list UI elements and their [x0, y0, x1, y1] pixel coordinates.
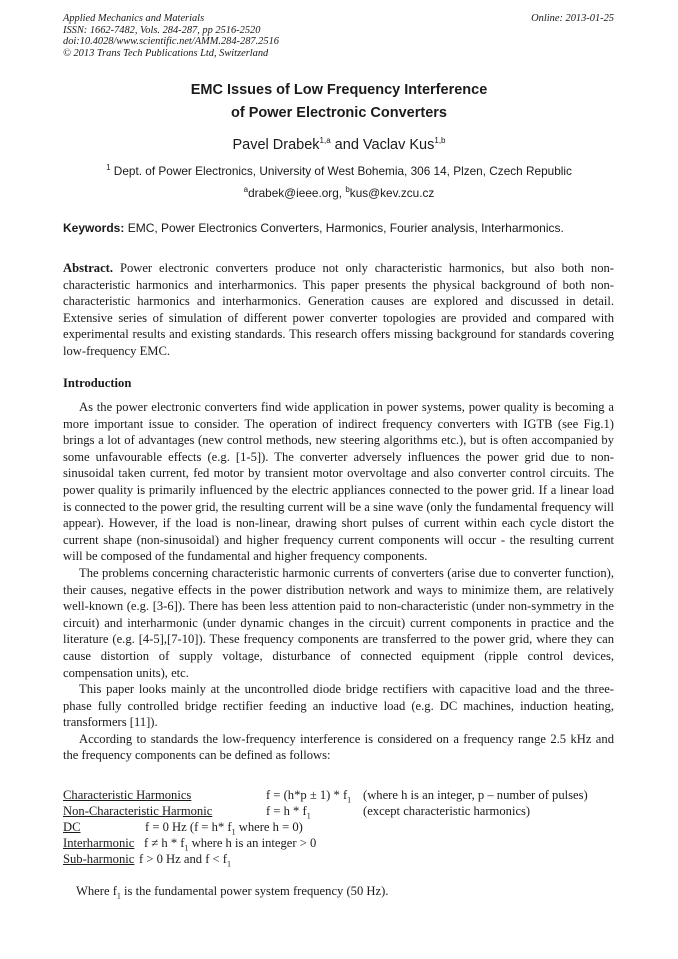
- abstract-label: Abstract.: [63, 261, 114, 275]
- journal-copyright: © 2013 Trans Tech Publications Ltd, Switzerland: [63, 47, 269, 59]
- email-a-marker: a: [243, 185, 249, 195]
- author-separator: and: [330, 137, 363, 153]
- definition-formula: [139, 851, 231, 867]
- journal-issn: ISSN: 1662-7482, Vols. 284-287, pp 2516-2520: [63, 24, 261, 36]
- definition-formula: [144, 835, 316, 851]
- definition-term: Characteristic Harmonics: [63, 788, 192, 802]
- definition-formula: [266, 803, 311, 819]
- intro-paragraph-2: The problems concerning characteristic harmonic currents of converters (arise due to converter function), their causes, negative effects in the power distribution network and ways to minimize them, are relatively well-known (e.g. [3-6]). There has been less attention paid to non-characteristic (under non-symmetry in the circuit) and interharmonic (under dynamic changes in the circuit) current components in practice and the literature (e.g. [4-5],[7-10]). These frequency components are transferred to the power grid, where they can cause distortion of supply voltage, disturbance of connected equipment (ripple control devices, compensation units), etc.: [63, 565, 614, 680]
- author-1-affil: 1,a: [319, 136, 331, 146]
- formula-subscript: 1: [231, 827, 236, 837]
- email-a: drabek@ieee.org,: [248, 186, 346, 200]
- intro-paragraph-4: According to standards the low-frequency interference is considered on a frequency range 2.5 kHz and the frequency components can be defined as follows:: [63, 731, 614, 763]
- introduction-body: [63, 399, 614, 764]
- keywords: [63, 220, 623, 236]
- formula-subscript: 1: [306, 811, 311, 821]
- paper-title-line-2: of Power Electronic Converters: [231, 105, 447, 121]
- formula-subscript: 1: [347, 795, 352, 805]
- author-2-affil: 1,b: [434, 136, 446, 146]
- author-1: Pavel Drabek: [232, 137, 320, 153]
- abstract: [63, 260, 614, 360]
- formula-text: where h = 0): [235, 820, 303, 834]
- note-subscript: 1: [116, 891, 121, 901]
- email-b-marker: b: [345, 185, 350, 195]
- formula-text: f = 0 Hz (f = h* f: [145, 820, 232, 834]
- definition-row: [63, 835, 643, 851]
- affiliation-marker: 1: [106, 163, 111, 173]
- author-2: Vaclav Kus: [362, 137, 435, 153]
- definition-row: [63, 803, 643, 819]
- definition-term: DC: [63, 820, 81, 834]
- intro-paragraph-1: As the power electronic converters find wide application in power systems, power quality is becoming a more important issue to consider. The operation of indirect frequency converters with IGTB (see Fig.1) brings a lot of advantages (new control methods, new steering algorithms etc.), but is often accompanied by some unfavourable effects (e.g. [1-5]). The converter adversely influences the power grid due to non-sinusoidal taken current, fed motor by transient motor overvoltage and also converter control circuits. The power quality is primarily influenced by the electric appliances connected to the power grid. If a linear load is connected to the power grid, the resulting current will be a sine wave (only the fundamental frequency will appear). However, if the load is non-linear, drawing short pulses of current within each cycle distort the current shape (non-sinusoidal) and higher frequency current components will occur - the resulting current will be composed of the fundamental and higher frequency components.: [63, 400, 614, 564]
- definition-term: Interharmonic: [63, 836, 135, 850]
- keywords-label: Keywords:: [63, 221, 125, 235]
- definition-row: [63, 851, 643, 867]
- formula-text: where h is an integer > 0: [188, 836, 317, 850]
- frequency-definitions: [63, 787, 643, 867]
- definition-term: Non-Characteristic Harmonic: [63, 804, 213, 818]
- keywords-text: EMC, Power Electronics Converters, Harmonics, Fourier analysis, Interharmonics.: [124, 221, 564, 235]
- definition-row: [63, 787, 643, 803]
- author-emails: [0, 186, 678, 200]
- email-b: kus@kev.zcu.cz: [349, 186, 435, 200]
- formula-text: f ≠ h * f: [144, 836, 185, 850]
- affiliation: [0, 164, 678, 178]
- formula-text: f > 0 Hz and f < f: [139, 852, 227, 866]
- affiliation-text: Dept. of Power Electronics, University of West Bohemia, 306 14, Plzen, Czech Republic: [110, 164, 572, 178]
- section-heading-introduction: Introduction: [63, 376, 132, 390]
- definition-formula: [266, 787, 351, 803]
- note-text: Where f: [76, 884, 117, 898]
- definition-row: [63, 819, 643, 835]
- definition-term: Sub-harmonic: [63, 852, 135, 866]
- fundamental-frequency-note: [76, 884, 388, 899]
- formula-subscript: 1: [184, 843, 189, 853]
- abstract-text: Power electronic converters produce not only characteristic harmonics, but also both non-characteristic harmonics and interharmonics. This paper presents the physical background of both non-characteristic harmonics and interharmonics. Generation causes are explored and discussed in detail. Extensive series of simulation of different power converter topologies are provided and compared with experimental results and existing standards. This research offers missing background for standards covering low-frequency EMC.: [63, 261, 614, 358]
- paper-title-line-1: EMC Issues of Low Frequency Interference: [190, 82, 488, 98]
- journal-header: [63, 13, 279, 59]
- paper-authors: [0, 137, 678, 153]
- definition-note: (except characteristic harmonics): [363, 804, 531, 818]
- formula-text: f = h * f: [266, 804, 307, 818]
- online-date: Online: 2013-01-25: [531, 13, 614, 24]
- note-text: is the fundamental power system frequency (50 Hz).: [120, 884, 389, 898]
- journal-doi: doi:10.4028/www.scientific.net/AMM.284-287.2516: [63, 36, 279, 48]
- formula-text: f = (h*p ± 1) * f: [266, 788, 348, 802]
- definition-formula: [145, 819, 303, 835]
- formula-subscript: 1: [227, 859, 231, 869]
- intro-paragraph-3: This paper looks mainly at the uncontrolled diode bridge rectifiers with capacitive load and the three-phase fully controlled bridge rectifier feeding an inductive load (e.g. DC machines, induction heating, transformers [11]).: [63, 682, 614, 730]
- journal-name: Applied Mechanics and Materials: [63, 13, 205, 24]
- definition-note: (where h is an integer, p – number of pulses): [363, 788, 588, 802]
